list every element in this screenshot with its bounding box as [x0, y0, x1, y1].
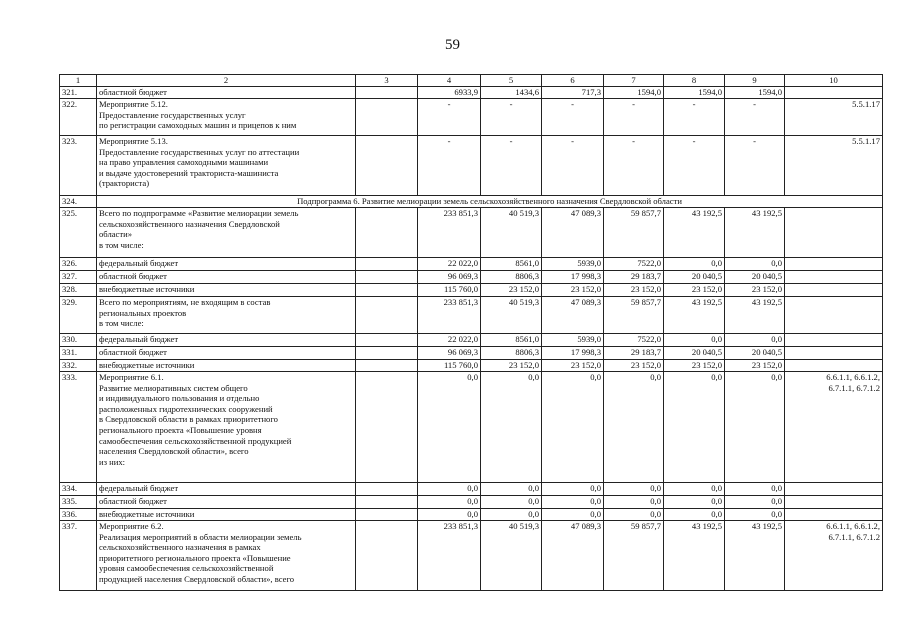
item-name-line: Всего по подпрограмме «Развитие мелиорации земель	[99, 208, 299, 218]
value-cell: 0,0	[664, 483, 725, 496]
column-3-cell	[356, 483, 418, 496]
target-code	[785, 372, 883, 483]
value-cell: -	[664, 99, 725, 136]
value-cell: 0,0	[604, 496, 664, 509]
row-number: 334.	[60, 483, 97, 496]
value-cell: 17 998,3	[542, 271, 604, 284]
value-cell: 0,0	[604, 372, 664, 483]
column-3-cell	[356, 347, 418, 360]
target-code	[785, 509, 883, 521]
value-cell: 0,0	[725, 258, 785, 271]
item-name-line: населения Свердловской области», всего	[99, 446, 249, 457]
value-cell: 0,0	[604, 509, 664, 521]
value-cell: -	[604, 136, 664, 196]
table-row	[60, 334, 883, 347]
item-name-line: расположенных гидротехнических сооружений	[99, 403, 273, 414]
page-number: 59	[445, 37, 460, 53]
header-cell: 8	[664, 75, 725, 87]
item-name-line: и выдаче удостоверений тракториста-машиниста	[99, 167, 279, 178]
value-cell: 23 152,0	[725, 360, 785, 372]
item-name-line: областной бюджет	[99, 496, 167, 506]
target-code	[785, 87, 883, 99]
table-row	[60, 196, 883, 208]
value-cell: -	[542, 99, 604, 136]
value-cell: 0,0	[418, 372, 481, 483]
target-code	[785, 360, 883, 372]
row-number: 329.	[60, 297, 97, 334]
row-number: 321.	[60, 87, 97, 99]
table-row	[60, 372, 883, 483]
item-name-line: Всего по мероприятиям, не входящим в состав	[99, 297, 271, 307]
value-cell: 8561,0	[481, 334, 542, 347]
value-cell: 43 192,5	[725, 297, 785, 334]
table-row	[60, 258, 883, 271]
value-cell: 59 857,7	[604, 297, 664, 334]
item-name	[97, 509, 356, 521]
item-name	[97, 99, 356, 136]
row-number: 325.	[60, 208, 97, 258]
item-name-line: Реализация мероприятий в области мелиорации земель	[99, 531, 302, 542]
item-name	[97, 372, 356, 483]
row-number: 327.	[60, 271, 97, 284]
item-name	[97, 483, 356, 496]
row-number: 337.	[60, 521, 97, 591]
target-code	[785, 271, 883, 284]
column-3-cell	[356, 521, 418, 591]
value-cell: 23 152,0	[542, 284, 604, 297]
value-cell: 0,0	[418, 483, 481, 496]
item-name-line: внебюджетные источники	[99, 509, 195, 519]
row-number: 324.	[60, 196, 97, 208]
target-code	[785, 136, 883, 196]
item-name-line: регионального проекта «Повышение уровня	[99, 424, 262, 435]
value-cell: 0,0	[481, 509, 542, 521]
row-number: 332.	[60, 360, 97, 372]
value-cell: 7522,0	[604, 258, 664, 271]
value-cell: 0,0	[481, 483, 542, 496]
value-cell: 717,3	[542, 87, 604, 99]
item-name-line: сельскохозяйственного назначения Свердловской	[99, 218, 280, 229]
item-name-line: федеральный бюджет	[99, 483, 179, 493]
item-name	[97, 334, 356, 347]
value-cell: 0,0	[418, 509, 481, 521]
row-number: 330.	[60, 334, 97, 347]
item-name	[97, 496, 356, 509]
item-name-line: Мероприятие 6.2.	[99, 521, 164, 531]
item-name-line: Мероприятие 5.13.	[99, 136, 168, 146]
value-cell: 115 760,0	[418, 284, 481, 297]
row-number: 328.	[60, 284, 97, 297]
value-cell: 40 519,3	[481, 521, 542, 591]
value-cell: -	[725, 99, 785, 136]
value-cell: 115 760,0	[418, 360, 481, 372]
target-code-line: 6.6.1.1, 6.6.1.2,	[826, 372, 880, 382]
column-3-cell	[356, 258, 418, 271]
item-name-line: федеральный бюджет	[99, 258, 179, 268]
value-cell: -	[418, 136, 481, 196]
item-name-line: на право управления самоходными машинами	[99, 157, 269, 168]
value-cell: 5939,0	[542, 258, 604, 271]
table-row	[60, 521, 883, 591]
value-cell: 1434,6	[481, 87, 542, 99]
row-number: 326.	[60, 258, 97, 271]
column-3-cell	[356, 496, 418, 509]
item-name-line: внебюджетные источники	[99, 284, 195, 294]
value-cell: 0,0	[542, 496, 604, 509]
target-code	[785, 334, 883, 347]
value-cell: 43 192,5	[725, 208, 785, 258]
column-3-cell	[356, 297, 418, 334]
value-cell: 1594,0	[664, 87, 725, 99]
value-cell: -	[725, 136, 785, 196]
value-cell: 0,0	[664, 509, 725, 521]
value-cell: 7522,0	[604, 334, 664, 347]
value-cell: -	[664, 136, 725, 196]
row-number: 322.	[60, 99, 97, 136]
table-row	[60, 136, 883, 196]
item-name-line: Предоставление государственных услуг	[99, 109, 246, 120]
column-3-cell	[356, 208, 418, 258]
item-name-line: Мероприятие 6.1.	[99, 372, 164, 382]
value-cell: 17 998,3	[542, 347, 604, 360]
value-cell: 0,0	[725, 509, 785, 521]
value-cell: 40 519,3	[481, 208, 542, 258]
item-name-line: самообеспечения сельскохозяйственной продукцией	[99, 435, 292, 446]
table-row	[60, 496, 883, 509]
item-name-line: областной бюджет	[99, 87, 167, 97]
target-code-line: 6.6.1.1, 6.6.1.2,	[826, 521, 880, 531]
column-3-cell	[356, 360, 418, 372]
item-name-line: (тракториста)	[99, 178, 150, 189]
target-code-line: 5.5.1.17	[852, 99, 880, 109]
header-cell: 9	[725, 75, 785, 87]
target-code-line: 6.7.1.1, 6.7.1.2	[828, 382, 880, 393]
table-row	[60, 99, 883, 136]
item-name-line: уровня самообеспечения сельскохозяйственной	[99, 563, 274, 574]
value-cell: 23 152,0	[664, 360, 725, 372]
value-cell: 96 069,3	[418, 347, 481, 360]
item-name-line: области»	[99, 229, 133, 240]
item-name-line: приоритетного регионального проекта «Повышение	[99, 552, 291, 563]
header-cell: 5	[481, 75, 542, 87]
value-cell: 1594,0	[725, 87, 785, 99]
value-cell: -	[481, 136, 542, 196]
item-name-line: внебюджетные источники	[99, 360, 195, 370]
value-cell: 59 857,7	[604, 521, 664, 591]
value-cell: -	[481, 99, 542, 136]
item-name-line: федеральный бюджет	[99, 334, 179, 344]
value-cell: 47 089,3	[542, 297, 604, 334]
item-name	[97, 208, 356, 258]
value-cell: 22 022,0	[418, 258, 481, 271]
column-3-cell	[356, 99, 418, 136]
header-cell: 4	[418, 75, 481, 87]
value-cell: 0,0	[664, 496, 725, 509]
item-name-line: и индивидуального пользования и отдельно	[99, 393, 260, 404]
value-cell: 233 851,3	[418, 297, 481, 334]
table-row	[60, 208, 883, 258]
item-name-line: в том числе:	[99, 239, 144, 250]
target-code	[785, 284, 883, 297]
header-cell: 3	[356, 75, 418, 87]
target-code	[785, 483, 883, 496]
value-cell: 43 192,5	[664, 297, 725, 334]
value-cell: 23 152,0	[481, 284, 542, 297]
item-name	[97, 347, 356, 360]
value-cell: 0,0	[664, 258, 725, 271]
item-name-line: в Свердловской области в рамках приоритетного	[99, 414, 278, 425]
value-cell: 20 040,5	[664, 271, 725, 284]
target-code	[785, 297, 883, 334]
subprogram-title: Подпрограмма 6. Развитие мелиорации земель сельскохозяйственного назначения Свердловской области	[97, 196, 883, 208]
header-cell: 7	[604, 75, 664, 87]
row-number: 335.	[60, 496, 97, 509]
item-name-line: Предоставление государственных услуг по аттестации	[99, 146, 300, 157]
value-cell: 6933,9	[418, 87, 481, 99]
value-cell: 20 040,5	[725, 347, 785, 360]
value-cell: 43 192,5	[725, 521, 785, 591]
value-cell: 0,0	[725, 496, 785, 509]
value-cell: 96 069,3	[418, 271, 481, 284]
column-3-cell	[356, 87, 418, 99]
column-3-cell	[356, 271, 418, 284]
value-cell: 0,0	[542, 483, 604, 496]
row-number: 323.	[60, 136, 97, 196]
value-cell: 0,0	[725, 483, 785, 496]
value-cell: 43 192,5	[664, 521, 725, 591]
value-cell: 23 152,0	[542, 360, 604, 372]
item-name	[97, 258, 356, 271]
value-cell: 47 089,3	[542, 521, 604, 591]
value-cell: 20 040,5	[725, 271, 785, 284]
item-name-line: областной бюджет	[99, 271, 167, 281]
item-name-line: по регистрации самоходных машин и прицепов к ним	[99, 120, 297, 131]
value-cell: 0,0	[481, 496, 542, 509]
value-cell: 23 152,0	[725, 284, 785, 297]
target-code	[785, 347, 883, 360]
item-name-line: Мероприятие 5.12.	[99, 99, 168, 109]
header-row	[60, 75, 883, 87]
item-name	[97, 297, 356, 334]
value-cell: 233 851,3	[418, 521, 481, 591]
item-name-line: в том числе:	[99, 318, 144, 329]
value-cell: 29 183,7	[604, 271, 664, 284]
value-cell: -	[542, 136, 604, 196]
value-cell: 23 152,0	[604, 284, 664, 297]
item-name-line: региональных проектов	[99, 307, 187, 318]
value-cell: 8806,3	[481, 347, 542, 360]
value-cell: 23 152,0	[481, 360, 542, 372]
value-cell: 29 183,7	[604, 347, 664, 360]
column-3-cell	[356, 509, 418, 521]
table-row	[60, 271, 883, 284]
budget-table	[59, 74, 883, 591]
column-3-cell	[356, 372, 418, 483]
value-cell: 0,0	[481, 372, 542, 483]
header-cell: 6	[542, 75, 604, 87]
value-cell: 0,0	[418, 496, 481, 509]
item-name	[97, 284, 356, 297]
item-name	[97, 87, 356, 99]
target-code	[785, 521, 883, 591]
item-name-line: из них:	[99, 456, 126, 467]
value-cell: 8561,0	[481, 258, 542, 271]
target-code	[785, 208, 883, 258]
item-name-line: продукцией населения Свердловской области», всего	[99, 573, 295, 584]
item-name	[97, 521, 356, 591]
value-cell: -	[604, 99, 664, 136]
value-cell: 0,0	[664, 334, 725, 347]
value-cell: 59 857,7	[604, 208, 664, 258]
target-code	[785, 258, 883, 271]
value-cell: -	[418, 99, 481, 136]
value-cell: 47 089,3	[542, 208, 604, 258]
value-cell: 5939,0	[542, 334, 604, 347]
table-row	[60, 347, 883, 360]
target-code-line: 5.5.1.17	[852, 136, 880, 146]
table-row	[60, 284, 883, 297]
table-row	[60, 509, 883, 521]
row-number: 331.	[60, 347, 97, 360]
item-name-line: областной бюджет	[99, 347, 167, 357]
value-cell: 0,0	[542, 372, 604, 483]
target-code	[785, 496, 883, 509]
item-name	[97, 136, 356, 196]
column-3-cell	[356, 334, 418, 347]
row-number: 336.	[60, 509, 97, 521]
table-row	[60, 483, 883, 496]
column-3-cell	[356, 284, 418, 297]
value-cell: 23 152,0	[604, 360, 664, 372]
table-body	[60, 75, 883, 591]
value-cell: 1594,0	[604, 87, 664, 99]
table-row	[60, 360, 883, 372]
item-name-line: сельскохозяйственного назначения в рамках	[99, 542, 261, 553]
value-cell: 23 152,0	[664, 284, 725, 297]
table-row	[60, 87, 883, 99]
value-cell: 20 040,5	[664, 347, 725, 360]
value-cell: 40 519,3	[481, 297, 542, 334]
value-cell: 0,0	[664, 372, 725, 483]
value-cell: 0,0	[604, 483, 664, 496]
value-cell: 22 022,0	[418, 334, 481, 347]
target-code	[785, 99, 883, 136]
table-row	[60, 297, 883, 334]
value-cell: 0,0	[725, 372, 785, 483]
value-cell: 233 851,3	[418, 208, 481, 258]
item-name	[97, 360, 356, 372]
row-number: 333.	[60, 372, 97, 483]
target-code-line: 6.7.1.1, 6.7.1.2	[828, 531, 880, 542]
header-cell: 2	[97, 75, 356, 87]
item-name	[97, 271, 356, 284]
value-cell: 43 192,5	[664, 208, 725, 258]
header-cell: 10	[785, 75, 883, 87]
item-name-line: Развитие мелиоративных систем общего	[99, 382, 248, 393]
header-cell: 1	[60, 75, 97, 87]
value-cell: 0,0	[725, 334, 785, 347]
value-cell: 0,0	[542, 509, 604, 521]
value-cell: 8806,3	[481, 271, 542, 284]
column-3-cell	[356, 136, 418, 196]
